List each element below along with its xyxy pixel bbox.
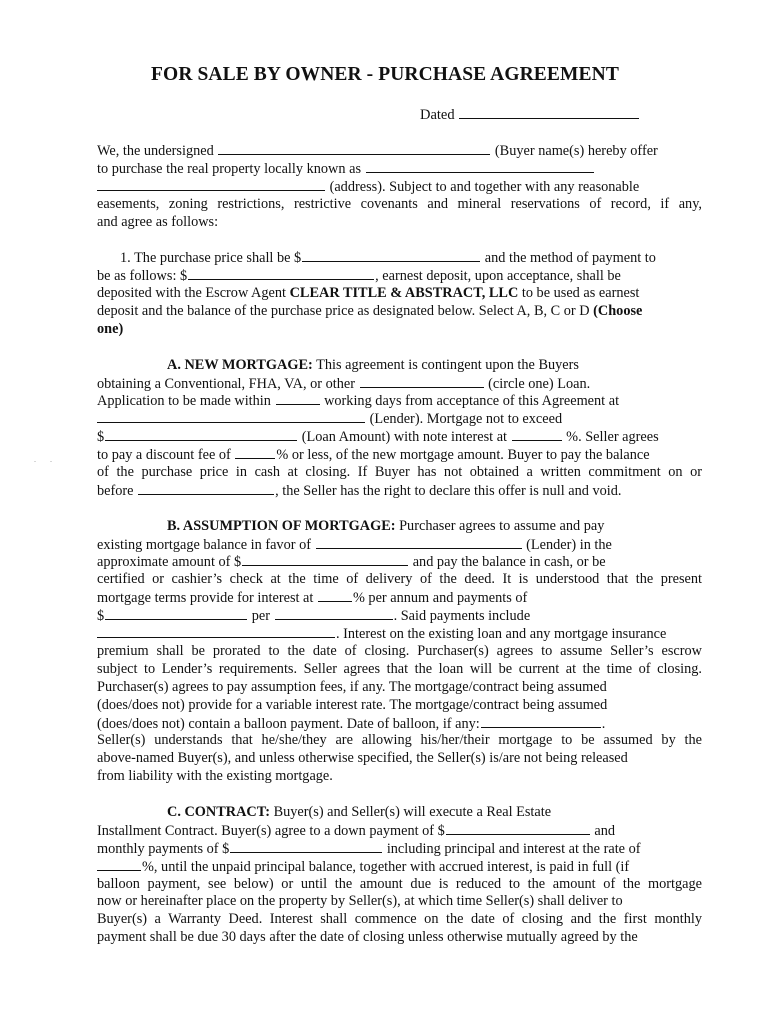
sc-line-6: now or hereinafter place on the property by Seller(s), at which time Seller(s) shall deliver to [97, 893, 623, 910]
s1-text: deposited with the Escrow Agent [97, 285, 287, 302]
escrow-agent-name: CLEAR TITLE & ABSTRACT, LLC [289, 285, 519, 302]
sc-line-1 [97, 804, 702, 822]
sa-line-2 [97, 375, 702, 393]
sa-line-5 [97, 428, 702, 446]
sb-line-6 [97, 607, 702, 625]
intro-text: (address). Subject to and together with any reasonable [329, 178, 640, 195]
sb-line-14: above-named Buyer(s), and unless otherwise specified, the Seller(s) is/are not being released [97, 750, 628, 767]
sa-text: working days from acceptance of this Agreement at [324, 393, 620, 410]
sb-line-13: Seller(s) understands that he/she/they are allowing his/her/their mortgage to be assumed by the [97, 732, 702, 749]
down-payment-blank[interactable] [446, 822, 590, 835]
payments-include-blank[interactable] [97, 625, 335, 638]
sc-line-4 [97, 858, 702, 876]
section-b-heading: B. ASSUMPTION OF MORTGAGE: [167, 517, 396, 534]
approx-amount-blank[interactable] [242, 553, 408, 566]
buyer-name-blank[interactable] [218, 142, 490, 155]
sa-text: $ [97, 429, 105, 446]
s1-text: , earnest deposit, upon acceptance, shall be [375, 268, 621, 285]
sc-text: monthly payments of $ [97, 840, 230, 857]
earnest-deposit-blank[interactable] [188, 267, 374, 280]
sa-line-6 [97, 446, 702, 464]
sc-text: Installment Contract. Buyer(s) agree to a down payment of $ [97, 822, 445, 839]
sa-line-3 [97, 392, 702, 410]
payment-amount-blank[interactable] [105, 607, 247, 620]
sa-text: % or less, of the new mortgage amount. Buyer to pay the balance [276, 447, 650, 464]
interest-rate-blank[interactable] [318, 589, 352, 602]
address-blank[interactable] [97, 178, 325, 191]
sa-text: to pay a discount fee of [97, 447, 231, 464]
intro-line-5: and agree as follows: [97, 213, 219, 230]
sb-line-3 [97, 553, 702, 571]
contract-rate-blank[interactable] [97, 858, 141, 871]
sc-text: and [594, 822, 616, 839]
sb-text: (Lender) in the [526, 536, 612, 553]
sb-text: approximate amount of $ [97, 554, 242, 571]
sb-text: (does/does not) contain a balloon payment. Date of balloon, if any: [97, 715, 480, 732]
dated-blank[interactable] [459, 106, 639, 119]
sb-text: per [251, 608, 270, 625]
loan-type-blank[interactable] [360, 375, 484, 388]
lender-blank[interactable] [97, 410, 365, 423]
sb-line-11: (does/does not) provide for a variable interest rate. The mortgage/contract being assumed [97, 696, 608, 713]
s1-text: be as follows: $ [97, 268, 188, 285]
sc-line-3 [97, 840, 702, 858]
stray-marks: . . [34, 455, 58, 464]
sc-text: %, until the unpaid principal balance, together with accrued interest, is paid in full (if [142, 858, 630, 875]
intro-text: We, the undersigned [97, 143, 214, 159]
note-interest-blank[interactable] [512, 428, 562, 441]
sb-line-15: from liability with the existing mortgage. [97, 768, 333, 785]
sb-text: and pay the balance in cash, or be [412, 554, 606, 571]
sb-text: . Said payments include [393, 608, 531, 625]
sa-text: , the Seller has the right to declare this offer is null and void. [275, 482, 622, 499]
dated-line [420, 106, 640, 124]
sa-text: before [97, 482, 134, 499]
sa-line-7: of the purchase price in cash at closing. If Buyer has not obtained a written commitment on or [97, 464, 702, 481]
sc-text: including principal and interest at the rate of [386, 840, 641, 857]
sb-line-1 [97, 518, 702, 536]
s1-text: and the method of payment to [484, 250, 656, 267]
s1-line-5: one) [97, 320, 124, 337]
agreement-body [97, 142, 702, 947]
payment-period-blank[interactable] [275, 607, 393, 620]
section-number: 1. [120, 250, 131, 267]
intro-line-1 [97, 142, 702, 160]
sc-line-8: payment shall be due 30 days after the date of closing unless otherwise mutually agreed by the [97, 929, 638, 946]
sa-line-8 [97, 482, 702, 500]
sb-line-4: certified or cashier’s check at the time of delivery of the deed. It is understood that the present [97, 571, 702, 588]
monthly-payment-blank[interactable] [230, 840, 382, 853]
balloon-date-blank[interactable] [481, 715, 601, 728]
sa-line-1 [97, 357, 702, 375]
sc-line-7: Buyer(s) a Warranty Deed. Interest shall commence on the date of closing and the first monthly [97, 911, 702, 928]
sa-text: %. Seller agrees [566, 429, 659, 446]
sb-text: . [601, 715, 606, 732]
sb-text: Purchaser agrees to assume and pay [399, 517, 605, 534]
intro-line-2 [97, 160, 702, 178]
sb-line-10: Purchaser(s) agrees to pay assumption fees, if any. The mortgage/contract being assumed [97, 678, 607, 695]
sb-text: . Interest on the existing loan and any mortgage insurance [336, 626, 667, 643]
sa-text: (circle one) Loan. [488, 375, 591, 392]
sa-text: (Lender). Mortgage not to exceed [369, 411, 563, 428]
s1-line-4 [97, 303, 702, 321]
commitment-date-blank[interactable] [138, 482, 274, 495]
section-a-heading: A. NEW MORTGAGE: [167, 356, 313, 373]
sb-text: mortgage terms provide for interest at [97, 590, 314, 607]
loan-amount-blank[interactable] [105, 428, 297, 441]
s1-text: The purchase price shall be $ [134, 250, 302, 267]
sb-line-5 [97, 589, 702, 607]
choose-instruction: (Choose [593, 303, 643, 320]
sa-text: Application to be made within [97, 393, 271, 410]
discount-fee-blank[interactable] [235, 446, 275, 459]
s1-line-2 [97, 267, 702, 285]
sb-line-2 [97, 536, 702, 554]
intro-text: (Buyer name(s) hereby offer [494, 143, 658, 159]
sa-line-4 [97, 410, 702, 428]
existing-lender-blank[interactable] [316, 536, 522, 549]
sc-line-5: balloon payment, see below) or until the amount due is reduced to the amount of the mortgage [97, 875, 702, 892]
sb-line-9: subject to Lender’s requirements. Seller agrees that the loan will be current at the time of closing. [97, 660, 702, 677]
sb-line-12 [97, 715, 702, 733]
intro-line-4: easements, zoning restrictions, restrictive covenants and mineral reservations of record, if any, [97, 195, 702, 212]
sc-text: Buyer(s) and Seller(s) will execute a Real Estate [273, 803, 552, 820]
s1-line-1 [97, 249, 702, 267]
sb-text: $ [97, 608, 105, 625]
s1-text: to be used as earnest [521, 285, 640, 302]
purchase-price-blank[interactable] [302, 249, 480, 262]
sa-text: (Loan Amount) with note interest at [301, 429, 508, 446]
sa-text: This agreement is contingent upon the Buyers [316, 356, 579, 373]
sb-text: % per annum and payments of [352, 590, 528, 607]
document-title: FOR SALE BY OWNER - PURCHASE AGREEMENT [151, 64, 619, 85]
dated-label: Dated [420, 107, 455, 123]
sb-text: existing mortgage balance in favor of [97, 536, 311, 553]
sa-text: obtaining a Conventional, FHA, VA, or other [97, 375, 355, 392]
s1-text: deposit and the balance of the purchase price as designated below. Select A, B, C or D [97, 303, 590, 320]
s1-line-3 [97, 285, 702, 303]
property-name-blank[interactable] [366, 160, 594, 173]
sb-line-7 [97, 625, 702, 643]
intro-text: to purchase the real property locally known as [97, 160, 362, 177]
intro-line-3 [97, 178, 702, 196]
section-c-heading: C. CONTRACT: [167, 803, 270, 820]
working-days-blank[interactable] [276, 392, 320, 405]
sb-line-8: premium shall be prorated to the date of closing. Purchaser(s) agrees to assume Seller’s escrow [97, 642, 702, 659]
sc-line-2 [97, 822, 702, 840]
